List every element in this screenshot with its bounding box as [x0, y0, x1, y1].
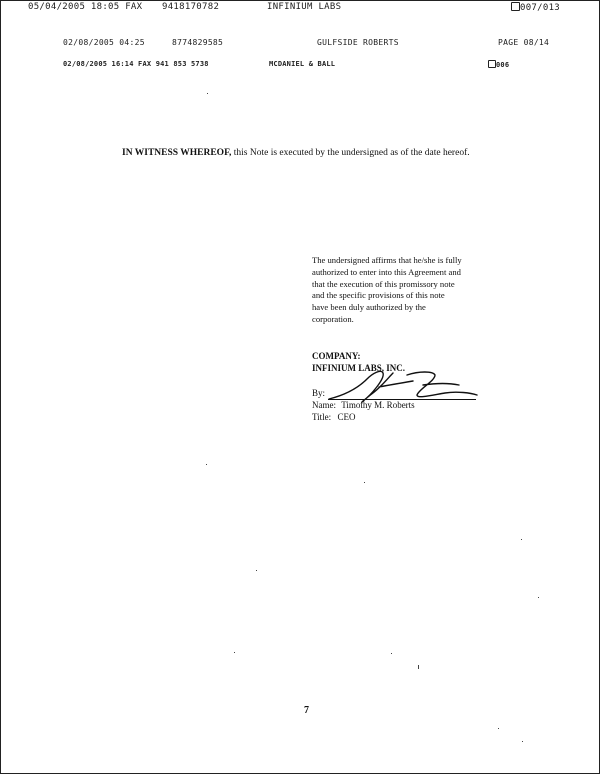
- witness-paragraph: [122, 147, 502, 159]
- scan-speck: [498, 728, 499, 729]
- scan-speck: [256, 570, 257, 571]
- scan-speck: [364, 482, 365, 483]
- scan-speck: [207, 93, 208, 94]
- fax-header-1-page-value: 007/013: [520, 3, 561, 13]
- affirmation-paragraph: [312, 255, 497, 326]
- scan-speck: [418, 665, 419, 669]
- affirmation-line: authorized to enter into this Agreement and: [312, 266, 461, 277]
- scan-speck: [234, 652, 235, 653]
- by-label: By:: [312, 388, 326, 398]
- fax-header-2-number: 8774829585: [172, 38, 224, 47]
- company-name: INFINIUM LABS, INC.: [312, 363, 406, 373]
- fax-header-3-sender: MCDANIEL & BALL: [269, 60, 336, 68]
- fax-header-3-page: [488, 60, 509, 69]
- fax-header-3-page-value: 006: [496, 61, 510, 69]
- scan-speck: [521, 539, 522, 540]
- company-label: COMPANY:: [312, 351, 361, 361]
- affirmation-line: corporation.: [312, 313, 354, 324]
- fax-page-icon: [488, 60, 496, 68]
- page-number: 7: [304, 705, 309, 716]
- fax-header-2-sender: GULFSIDE ROBERTS: [317, 38, 399, 47]
- scan-speck: [522, 741, 523, 742]
- affirmation-line: The undersigned affirms that he/she is fully: [312, 255, 462, 265]
- fax-header-1-page: [511, 2, 560, 13]
- scan-speck: [538, 597, 539, 598]
- signer-title-row: [312, 412, 355, 422]
- scan-speck: [391, 653, 392, 654]
- fax-header-1-number: 9418170782: [162, 2, 220, 12]
- fax-header-2-datetime: 02/08/2005 04:25: [63, 38, 145, 47]
- affirmation-line: have been duly authorized by the: [312, 302, 426, 313]
- fax-page-icon: [511, 2, 520, 11]
- witness-lead: IN WITNESS WHEREOF,: [122, 148, 232, 158]
- title-label: Title:: [312, 412, 332, 422]
- scan-speck: [206, 464, 207, 465]
- witness-text: this Note is executed by the undersigned as of the date hereof.: [231, 148, 470, 158]
- fax-header-1-sender: INFINIUM LABS: [267, 2, 342, 12]
- title-value: CEO: [337, 412, 356, 422]
- affirmation-line: that the execution of this promissory note: [312, 278, 455, 289]
- fax-header-2-page: PAGE 08/14: [498, 38, 550, 47]
- signer-name-row: [312, 400, 415, 410]
- affirmation-line: and the specific provisions of this note: [312, 290, 445, 301]
- fax-header-1-datetime: 05/04/2005 18:05 FAX: [28, 2, 143, 12]
- fax-header-3-datetime: 02/08/2005 16:14 FAX 941 853 5738: [63, 60, 209, 68]
- name-value: Timothy M. Roberts: [341, 400, 415, 410]
- name-label: Name:: [312, 400, 336, 410]
